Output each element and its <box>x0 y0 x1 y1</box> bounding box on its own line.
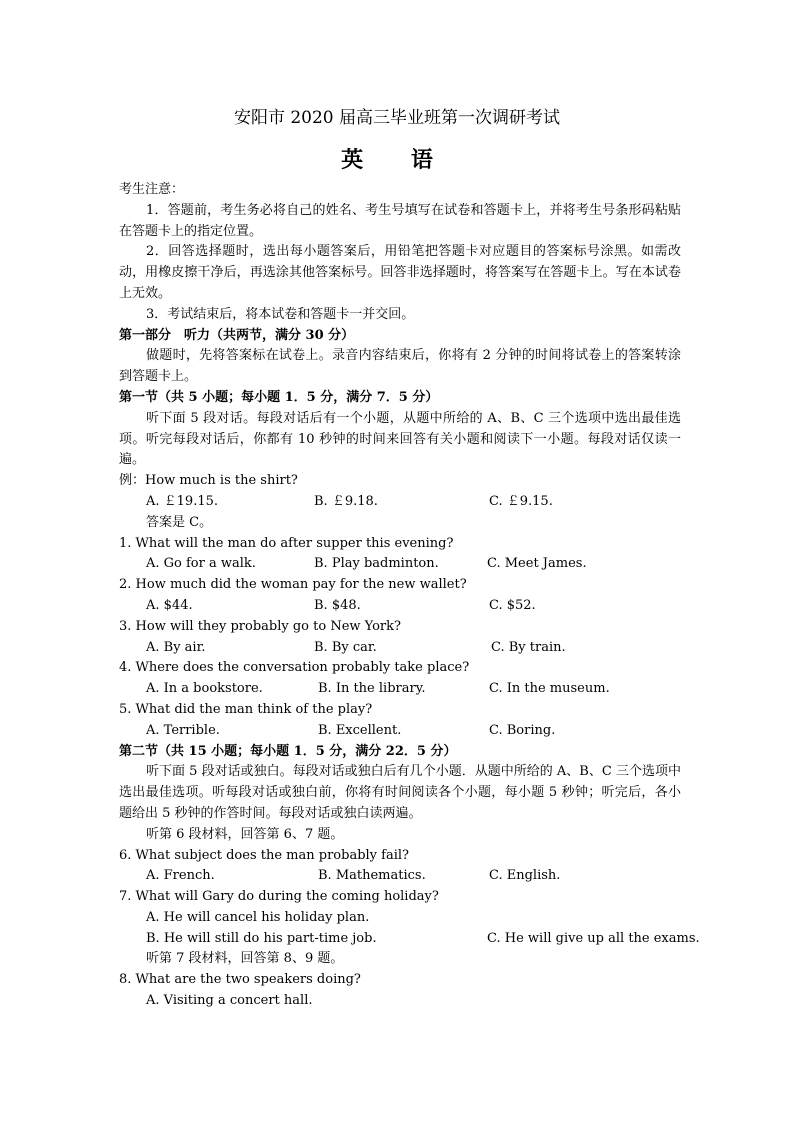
option-c: C. Boring. <box>489 722 556 738</box>
notice-item-2: 2．回答选择题时，选出每小题答案后，用铅笔把答题卡对应题目的答案标号涂黑。如需改动，用橡皮擦干净后，再选涂其他答案标号。回答非选择题时，将答案写在答题卡上。写在本试卷上无效。 <box>119 244 681 301</box>
option-c: C. By train. <box>491 639 566 655</box>
option-a: A. By air. <box>146 639 206 655</box>
question-5: 5. What did the man think of the play? <box>119 701 373 717</box>
question-3-options <box>119 638 681 659</box>
part1-instruction: 做题时，先将答案标在试卷上。录音内容结束后，你将有 2 分钟的时间将试卷上的答案转涂到答题卡上。 <box>119 348 681 385</box>
part1-heading: 第一部分 听力（共两节，满分 30 分） <box>119 327 355 343</box>
option-b: B. In the library. <box>318 681 426 697</box>
option-b: B. Excellent. <box>318 722 402 738</box>
option-a: A. $44. <box>146 597 193 613</box>
question-4: 4. Where does the conversation probably take place? <box>119 660 470 676</box>
option-b: B. He will still do his part-time job. <box>146 930 377 946</box>
section1-instruction: 听下面 5 段对话。每段对话后有一个小题，从题中所给的 A、B、C 三个选项中选出最佳选项。听完每段对话后，你都有 10 秒钟的时间来回答有关小题和阅读下一小题。每段对话仅读一遍。 <box>119 410 681 468</box>
question-1-options <box>119 554 681 575</box>
example-options <box>119 492 681 513</box>
option-b: B. By car. <box>314 639 377 655</box>
option-c: C. In the museum. <box>489 681 610 697</box>
option-b: B. $48. <box>314 597 361 613</box>
option-c: C. Meet James. <box>487 556 587 572</box>
example-answer: 答案是 C。 <box>146 514 213 530</box>
option-a: A. Terrible. <box>146 722 220 738</box>
question-6: 6. What subject does the man probably fail? <box>119 847 409 863</box>
section1-heading: 第一节（共 5 小题；每小题 1．5 分，满分 7．5 分） <box>119 389 439 405</box>
option-b: B. Play badminton. <box>314 556 439 572</box>
question-1: 1. What will the man do after supper this evening? <box>119 535 454 551</box>
option-c: C. ￡9.15. <box>489 493 553 509</box>
example-question: 例：How much is the shirt? <box>119 473 298 489</box>
question-8: 8. What are the two speakers doing? <box>119 972 361 988</box>
option-a: A. In a bookstore. <box>146 681 263 697</box>
question-7-options-bc <box>119 929 700 950</box>
material-6-heading: 听第 6 段材料，回答第 6、7 题。 <box>146 826 344 842</box>
question-7-option-a: A. He will cancel his holiday plan. <box>146 909 370 925</box>
option-c: C. $52. <box>489 597 536 613</box>
notice-item-1: 1．答题前，考生务必将自己的姓名、考生号填写在试卷和答题卡上，并将考生号条形码粘贴在答题卡上的指定位置。 <box>119 202 681 239</box>
section2-heading: 第二节（共 15 小题；每小题 1．5 分，满分 22．5 分） <box>119 743 457 759</box>
material-7-heading: 听第 7 段材料，回答第 8、9 题。 <box>146 951 344 967</box>
question-8-option-a: A. Visiting a concert hall. <box>146 993 313 1009</box>
option-b: B. ￡9.18. <box>314 493 378 509</box>
section2-instruction: 听下面 5 段对话或独白。每段对话或独白后有几个小题．从题中所给的 A、B、C 三个选项中选出最佳选项。听每段对话或独白前，你将有时间阅读各个小题，每小题 5 秒钟；听完后，各小题给出 5 秒钟的作答时间。每段对话或独白读两遍。 <box>119 764 681 821</box>
question-4-options <box>119 679 681 700</box>
question-6-options <box>119 866 681 887</box>
question-3: 3. How will they probably go to New York? <box>119 618 401 634</box>
subject-title: 英 语 <box>341 147 453 173</box>
option-a: A. French. <box>146 868 215 884</box>
option-c: C. English. <box>489 868 561 884</box>
question-2: 2. How much did the woman pay for the new wallet? <box>119 577 467 593</box>
question-2-options <box>119 596 681 617</box>
question-7: 7. What will Gary do during the coming holiday? <box>119 889 439 905</box>
option-c: C. He will give up all the exams. <box>487 930 700 946</box>
option-a: A. ￡19.15. <box>146 493 219 509</box>
option-b: B. Mathematics. <box>318 868 426 884</box>
exam-content <box>119 180 700 1012</box>
exam-title: 安阳市 2020 届高三毕业班第一次调研考试 <box>233 108 561 128</box>
notice-item-3: 3．考试结束后，将本试卷和答题卡一并交回。 <box>146 306 415 322</box>
option-a: A. Go for a walk. <box>146 556 256 572</box>
notice-heading: 考生注意： <box>119 182 185 197</box>
question-5-options <box>119 721 681 742</box>
